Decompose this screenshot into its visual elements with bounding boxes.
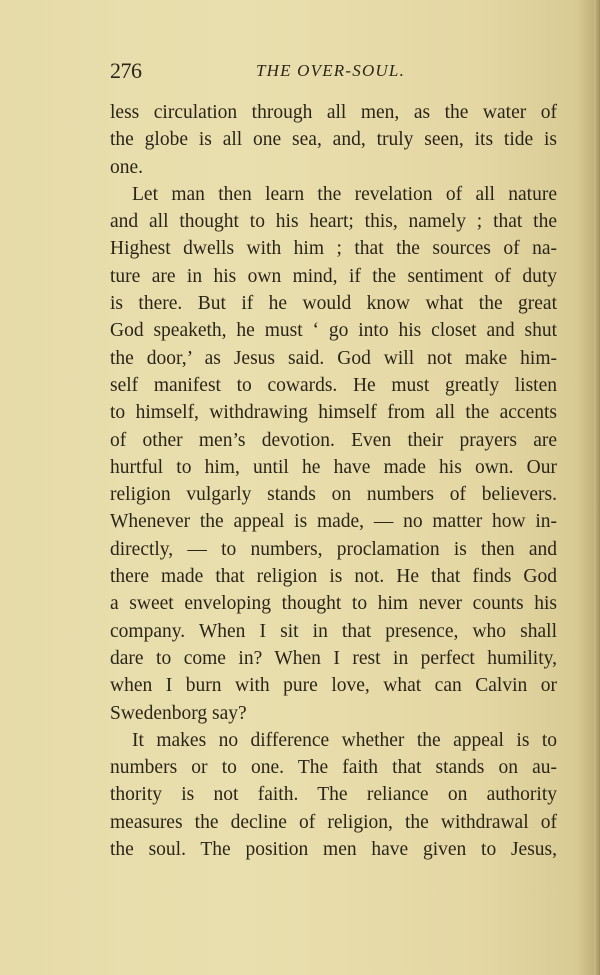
text-line: directly, — to numbers, proclamation is then and xyxy=(110,538,557,560)
text-line: Let man then learn the revelation of all nature xyxy=(132,183,557,205)
page-number: 276 xyxy=(110,58,142,83)
page-header xyxy=(110,58,557,90)
text-line: hurtful to him, until he have made his own. Our xyxy=(110,456,557,478)
text-line: a sweet enveloping thought to him never counts his xyxy=(110,593,557,615)
text-line: less circulation through all men, as the water of xyxy=(110,102,557,123)
text-line: the door,’ as Jesus said. God will not make him- xyxy=(110,347,557,369)
text-line: ture are in his own mind, if the sentiment of duty xyxy=(110,265,557,287)
text-line: numbers or to one. The faith that stands on au- xyxy=(110,757,557,779)
text-line: company. When I sit in that presence, who shall xyxy=(110,620,557,642)
text-line: self manifest to cowards. He must greatly listen xyxy=(110,374,557,396)
text-line: the globe is all one sea, and, truly seen, its tide is xyxy=(110,129,557,151)
paragraph xyxy=(110,99,557,181)
text-line: of other men’s devotion. Even their prayers are xyxy=(110,429,557,451)
text-line: there made that religion is not. He that finds God xyxy=(110,566,557,588)
text-line: thority is not faith. The reliance on authority xyxy=(110,784,557,806)
text-line: the soul. The position men have given to Jesus, xyxy=(110,839,557,861)
text-line: when I burn with pure love, what can Calvin or xyxy=(110,675,557,697)
text-line: one. xyxy=(110,156,144,178)
running-title: THE OVER-SOUL. xyxy=(256,61,406,80)
text-line: dare to come in? When I rest in perfect humility, xyxy=(110,647,557,669)
paragraph xyxy=(110,181,557,727)
text-line: It makes no difference whether the appeal is to xyxy=(132,729,557,751)
page-edge-shadow xyxy=(594,0,600,975)
body-text xyxy=(110,99,557,863)
text-line: Highest dwells with him ; that the sources of na- xyxy=(110,238,557,260)
text-line: Swedenborg say? xyxy=(110,702,247,724)
text-line: religion vulgarly stands on numbers of believers. xyxy=(110,484,557,506)
text-line: Whenever the appeal is made, — no matter how in- xyxy=(110,511,557,533)
text-line: to himself, withdrawing himself from all the accents xyxy=(110,402,557,424)
text-line: and all thought to his heart; this, namely ; that the xyxy=(110,211,557,233)
paragraph xyxy=(110,727,557,863)
text-line: is there. But if he would know what the great xyxy=(110,293,557,315)
text-line: God speaketh, he must ‘ go into his closet and shut xyxy=(110,320,557,342)
text-line: measures the decline of religion, the withdrawal of xyxy=(110,811,557,833)
